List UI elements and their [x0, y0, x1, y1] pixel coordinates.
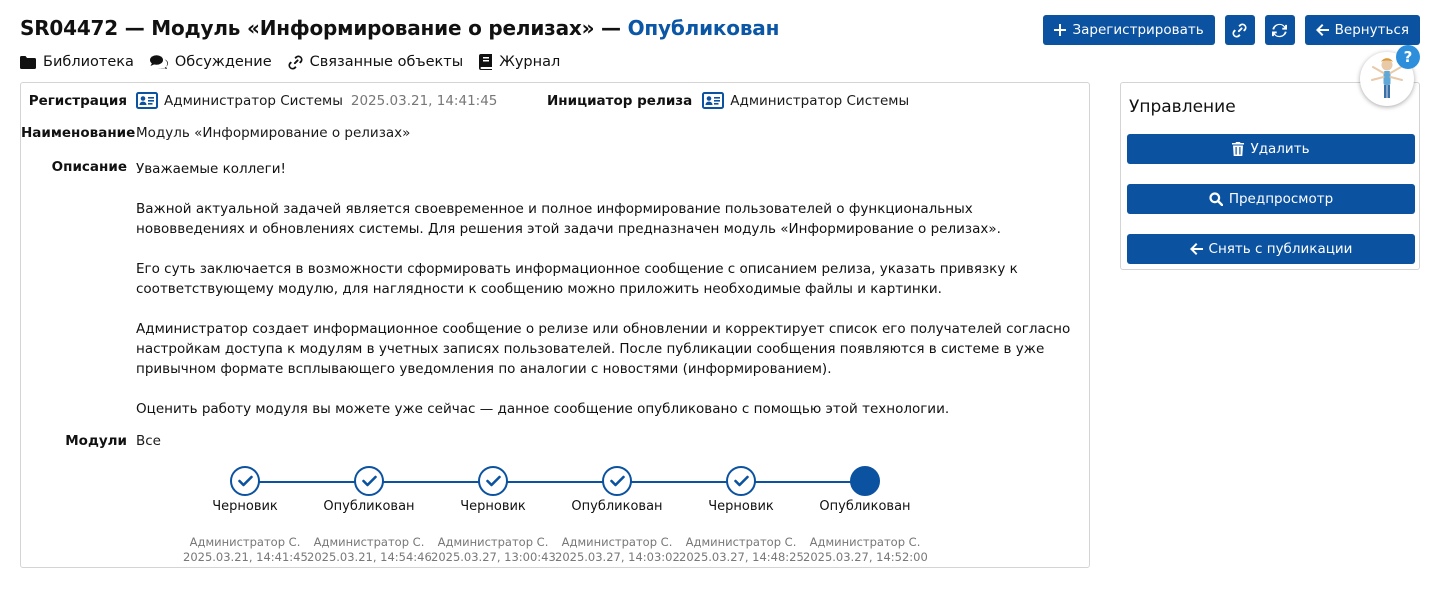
page-title [20, 16, 779, 40]
plus-icon [1054, 24, 1066, 36]
timeline-step-label: Черновик [708, 499, 774, 514]
timeline-step-label: Опубликован [819, 499, 911, 514]
tab-discussion[interactable] [150, 54, 272, 70]
user-card-icon [136, 92, 158, 109]
search-icon [1209, 192, 1223, 206]
timeline-step-date: 2025.03.27, 14:48:25 [679, 550, 804, 564]
refresh-icon [1272, 23, 1287, 38]
description-paragraph: Уважаемые коллеги! [136, 161, 286, 177]
delete-button[interactable] [1127, 134, 1415, 164]
timeline-step-user: Администратор С. [313, 535, 425, 549]
preview-button-label: Предпросмотр [1228, 191, 1334, 207]
timeline-step-user: Администратор С. [685, 535, 797, 549]
link-icon [288, 55, 303, 70]
timeline-step-user: Администратор С. [809, 535, 921, 549]
timeline-step-label: Опубликован [571, 499, 663, 514]
name-value: Модуль «Информирование о релизах» [136, 125, 411, 141]
timeline-step-user: Администратор С. [189, 535, 301, 549]
management-title: Управление [1129, 97, 1236, 117]
tab-journal-label: Журнал [499, 54, 561, 70]
timeline-step-date: 2025.03.27, 14:03:02 [555, 550, 680, 564]
timeline-step-user: Администратор С. [437, 535, 549, 549]
tab-library[interactable] [20, 54, 134, 70]
timeline-step [555, 463, 679, 564]
modules-row [21, 433, 161, 449]
refresh-button[interactable] [1265, 15, 1295, 45]
arrow-left-icon [1190, 243, 1203, 255]
user-card-icon [702, 92, 724, 109]
timeline-step-label: Черновик [460, 499, 526, 514]
description-text [136, 159, 1081, 439]
help-question-icon[interactable]: ? [1396, 45, 1420, 69]
timeline-step [307, 463, 431, 564]
back-button-label: Вернуться [1334, 22, 1409, 38]
link-icon [1232, 23, 1247, 38]
comments-icon [150, 55, 168, 69]
filled-circle-icon [850, 466, 880, 496]
copy-link-button[interactable] [1225, 15, 1255, 45]
details-card [20, 82, 1090, 568]
description-paragraph: Его суть заключается в возможности сформировать информационное сообщение с описанием релиза, указать привязку к соответствующему модулю, для наглядности к сообщению можно приложить необходимые файлы и картинки. [136, 261, 1018, 297]
timeline-step-date: 2025.03.21, 14:41:45 [183, 550, 308, 564]
timeline-step [431, 463, 555, 564]
management-panel [1120, 82, 1420, 270]
check-circle-icon [354, 466, 384, 496]
description-paragraph: Оценить работу модуля вы можете уже сейчас — данное сообщение опубликовано с помощью этой технологии. [136, 401, 950, 417]
registration-label: Регистрация [28, 92, 127, 109]
register-button-label: Зарегистрировать [1072, 22, 1204, 38]
check-circle-icon [602, 466, 632, 496]
preview-button[interactable] [1127, 184, 1415, 214]
unpublish-button-label: Снять с публикации [1208, 241, 1353, 257]
description-paragraph: Администратор создает информационное сообщение о релизе или обновлении и корректирует список его получателей согласно настройкам доступа к модулям в учетных записях пользователей. После публикации сообщения появляются в системе в уже привычном формате всплывающего уведомления по аналогии с новостями (информированием). [136, 321, 1071, 377]
timeline-step-date: 2025.03.27, 14:52:00 [803, 550, 928, 564]
tab-discussion-label: Обсуждение [174, 54, 272, 70]
initiator-label: Инициатор релиза [547, 92, 693, 109]
tab-bar [20, 54, 560, 70]
timeline-step-label: Опубликован [323, 499, 415, 514]
timeline-step-label: Черновик [212, 499, 278, 514]
name-row [21, 125, 410, 141]
description-paragraph: Важной актуальной задачей является своевременное и полное информирование пользователей о функциональных нововведениях и обновлениях системы. Для решения этой задачи предназначен модуль «Информирование о релизах». [136, 201, 1001, 237]
trash-icon [1232, 142, 1244, 156]
tab-related-objects-label: Связанные объекты [309, 54, 464, 70]
timeline-step-date: 2025.03.21, 14:54:46 [307, 550, 432, 564]
folder-icon [20, 56, 36, 69]
description-row [21, 159, 136, 175]
timeline-step [679, 463, 803, 564]
name-label: Наименование [21, 125, 136, 141]
initiator-row [547, 92, 909, 109]
timeline-step-current [803, 463, 927, 564]
status-timeline [181, 463, 961, 563]
tab-journal[interactable] [479, 54, 560, 70]
timeline-step-user: Администратор С. [561, 535, 673, 549]
timeline-step [183, 463, 307, 564]
page-title-text: SR04472 — Модуль «Информирование о релизах» — [20, 16, 628, 40]
check-circle-icon [478, 466, 508, 496]
modules-label: Модули [65, 433, 127, 449]
book-icon [479, 54, 492, 70]
registration-date: 2025.03.21, 14:41:45 [350, 92, 498, 109]
description-label: Описание [51, 159, 127, 175]
registration-user[interactable]: Администратор Системы [164, 92, 343, 109]
tab-library-label: Библиотека [43, 54, 134, 70]
registration-row [21, 92, 497, 109]
check-circle-icon [230, 466, 260, 496]
status-label: Опубликован [627, 16, 780, 40]
arrow-left-icon [1316, 24, 1329, 36]
modules-value: Все [136, 433, 161, 449]
delete-button-label: Удалить [1250, 141, 1310, 157]
initiator-user[interactable]: Администратор Системы [730, 92, 910, 109]
top-actions [1043, 15, 1420, 45]
check-circle-icon [726, 466, 756, 496]
back-button[interactable] [1305, 15, 1420, 45]
unpublish-button[interactable] [1127, 234, 1415, 264]
register-button[interactable] [1043, 15, 1214, 45]
tab-related-objects[interactable] [288, 54, 464, 70]
timeline-step-date: 2025.03.27, 13:00:43 [431, 550, 556, 564]
